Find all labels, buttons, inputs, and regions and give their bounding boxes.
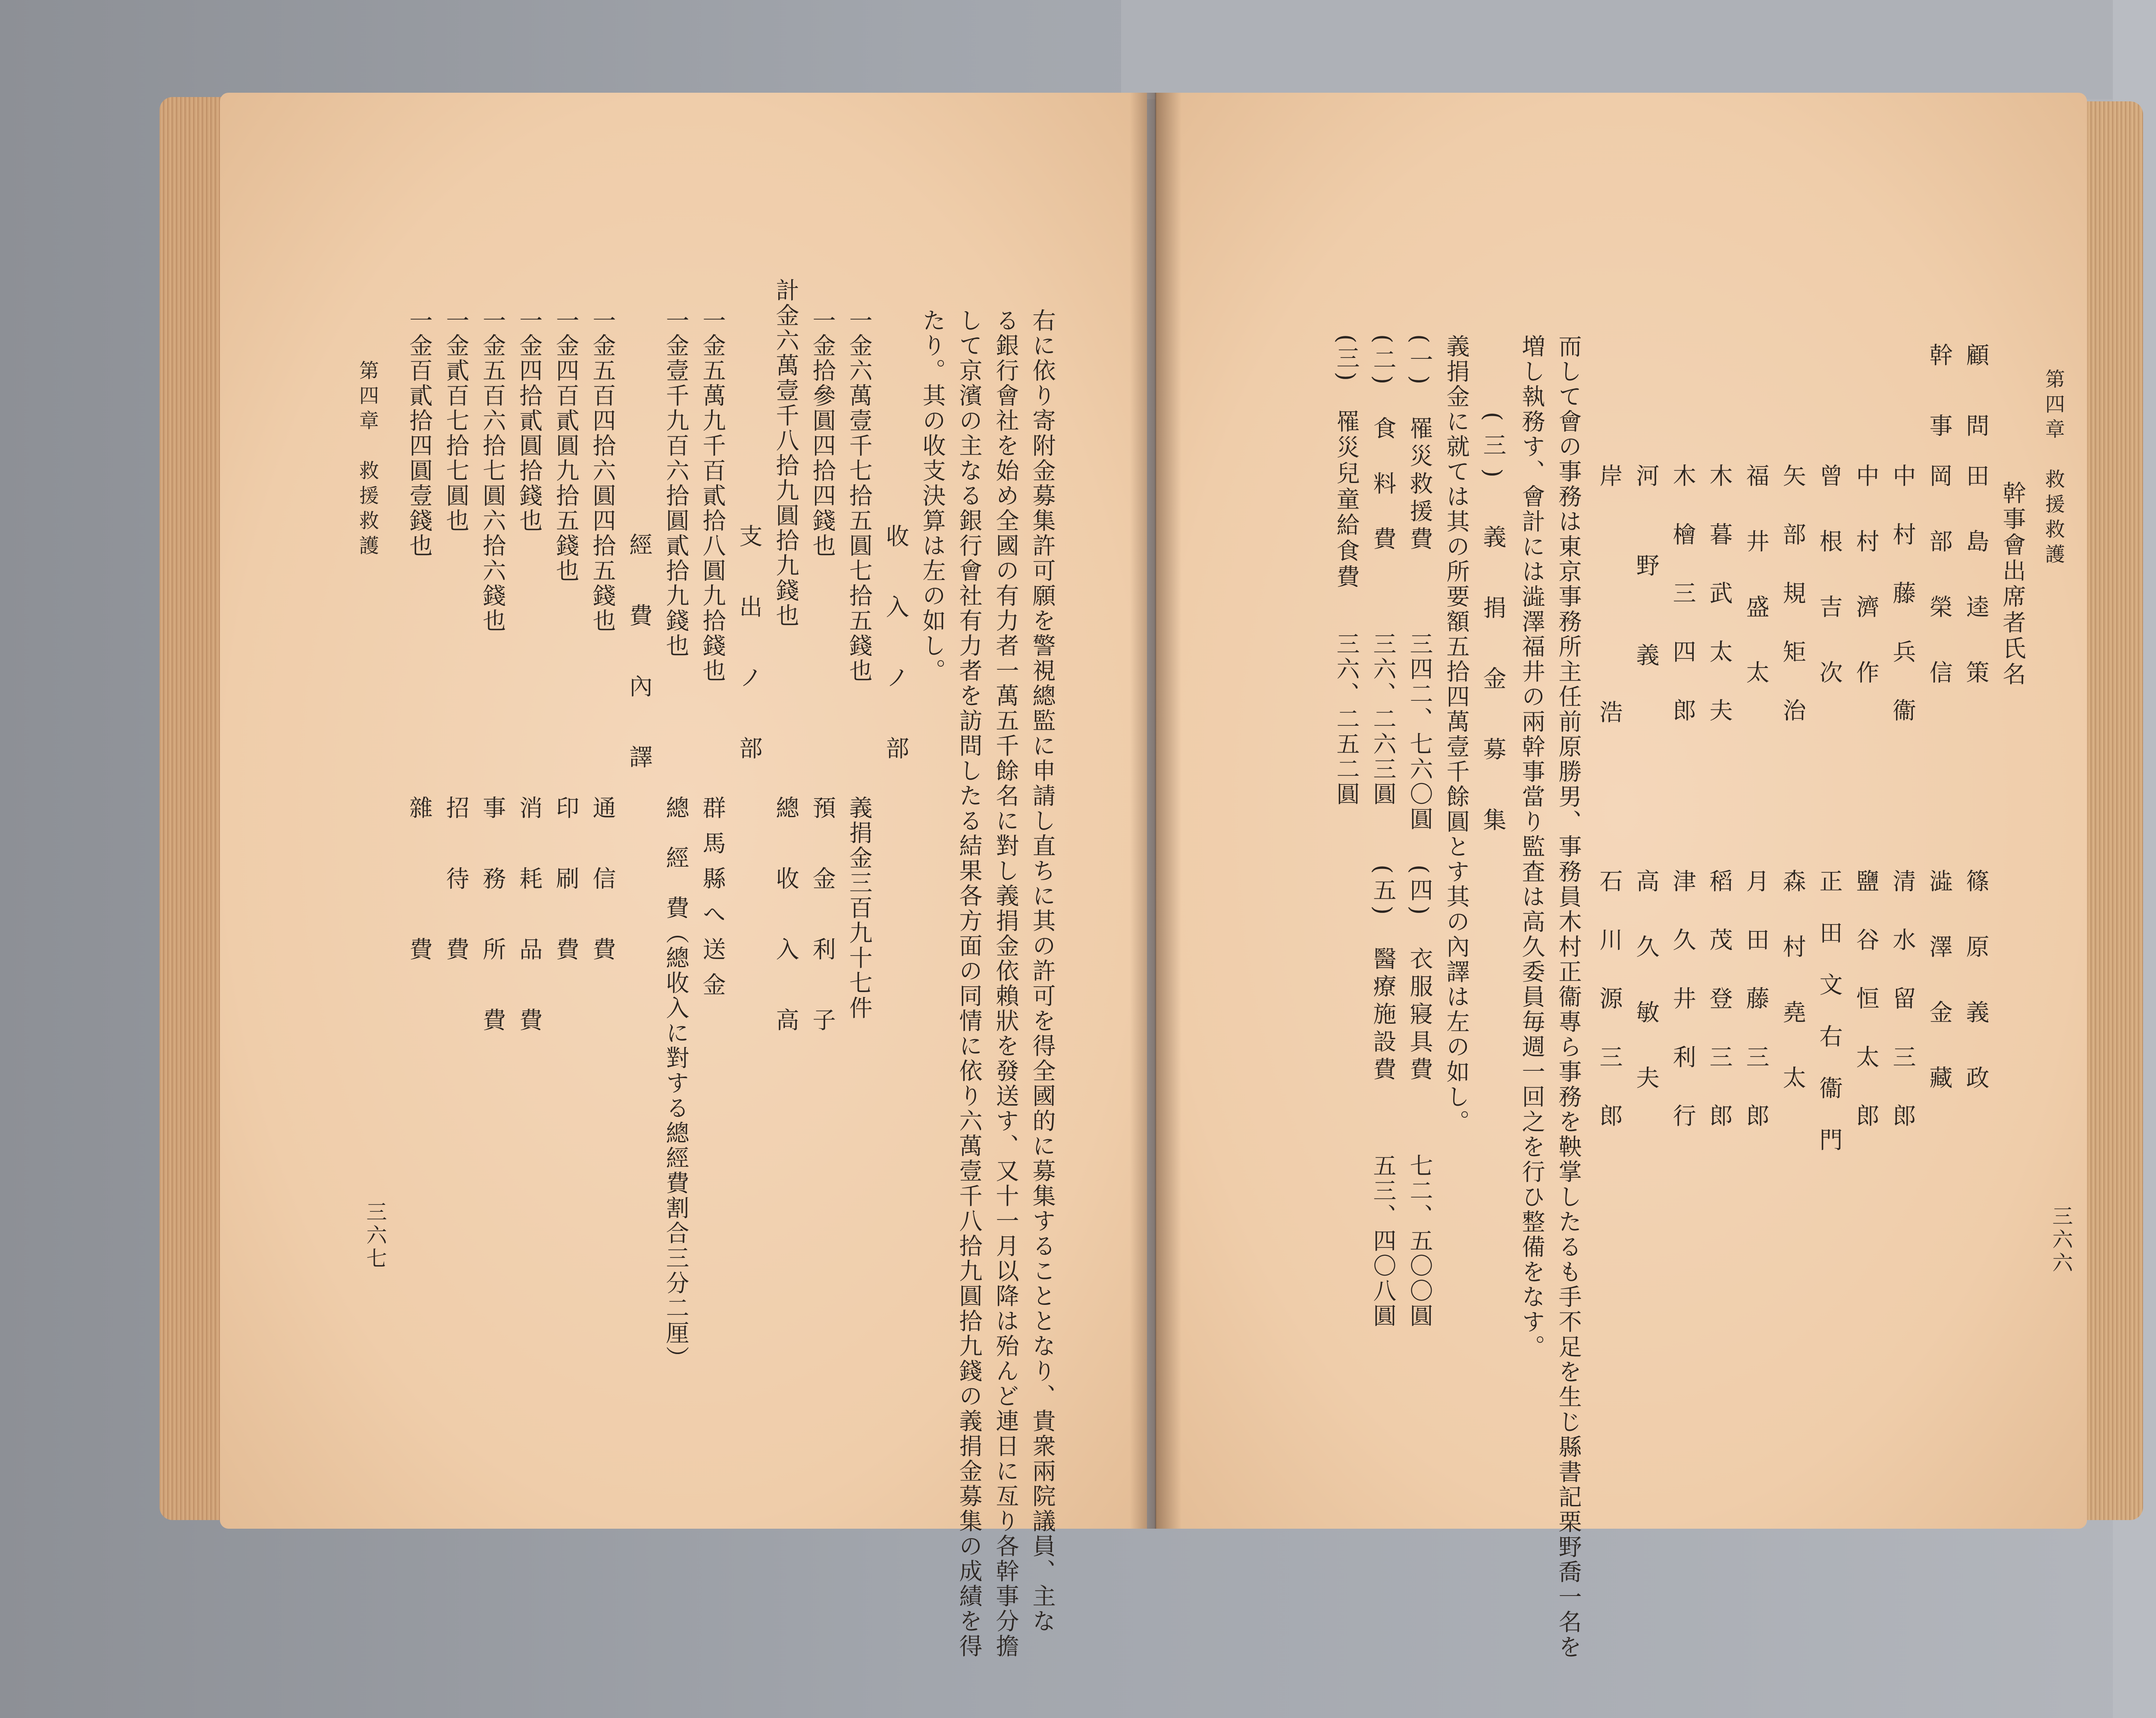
section-title: 幹事會出席者氏名 (1999, 481, 2026, 688)
breakdown-amount: 一金四拾貳圓拾錢也 (516, 308, 543, 533)
breakdown-item: 印 刷 費 (552, 796, 580, 972)
budget-label: (四) 衣服寢具費 (1406, 865, 1433, 1085)
income-total-item: 總 收 入 高 (772, 796, 799, 1043)
income-item: 預 金 利 子 (809, 796, 836, 1043)
budget-amount: 三四二、七六〇圓 (1406, 632, 1433, 832)
name: 清 水 留 三 郎 (1889, 869, 1916, 1133)
chapter-header: 第四章 救援救護 (356, 360, 379, 560)
breakdown-item: 事 務 所 費 (479, 796, 506, 1043)
name: 澁 澤 金 藏 (1926, 869, 1953, 1098)
paragraph-line: たり。其の收支決算は左の如し。 (919, 308, 946, 683)
budget-amount: 五三、四〇八圓 (1369, 1154, 1397, 1329)
expense-item: 總 經 費（總收入に對する總經費割合三分二厘） (662, 796, 689, 1371)
budget-amount: 三六、二六三圓 (1369, 632, 1397, 807)
paragraph-line: 而して會の事務は東京事務所主任前原勝男、事務員木村正衞專ら事務を鞅掌したるも手不足を生じ縣書記栗野喬一名を (1555, 334, 1582, 1660)
expense-amount: 一金壹千九百六拾圓貳拾九錢也 (662, 308, 689, 658)
income-amount: 一金拾參圓四拾四錢也 (809, 308, 836, 558)
income-amount: 一金六萬壹千七拾五圓七拾五錢也 (846, 308, 873, 683)
breakdown-amount: 一金貳百七拾七圓也 (442, 308, 470, 533)
budget-label: (二) 食 料 費 (1369, 334, 1397, 555)
name: 矢 部 規 矩 治 (1779, 464, 1806, 727)
donation-intro: 義捐金に就ては其の所要額五拾四萬壹千餘圓とす其の內譯は左の如し。 (1443, 334, 1470, 1135)
income-total-amount: 計金六萬壹千八拾九圓拾九錢也 (772, 278, 799, 628)
subsection-title: (三) 義 捐 金 募 集 (1479, 412, 1507, 843)
paragraph-line: して京濱の主なる銀行會社有力者を訪問したる結果各方面の同情に依り六萬壹千八拾九圓拾九錢の義捐金募集の成績を得 (956, 308, 983, 1659)
paragraph-line: 右に依り寄附金募集許可願を警視總監に申請し直ちに其の許可を得全國的に募集することとなり、貴衆兩院議員、主な (1029, 308, 1056, 1634)
budget-label: (一) 罹災救援費 (1406, 334, 1433, 555)
expense-amount: 一金五萬九千百貳拾八圓九拾錢也 (699, 308, 726, 683)
breakdown-amount: 一金四百貳圓九拾五錢也 (552, 308, 580, 583)
name: 福 井 盛 太 (1742, 464, 1770, 693)
scanner-background-top (1121, 0, 2156, 99)
name: 岡 部 榮 信 (1926, 464, 1953, 693)
page-edges-right (2078, 101, 2143, 1520)
breakdown-amount: 一金百貳拾四圓壹錢也 (406, 308, 433, 558)
name: 岸 浩 (1596, 464, 1623, 818)
left-page (220, 93, 1147, 1659)
paragraph-line: る銀行會社を始め全國の有力者一萬五千餘名に對し義捐金依賴狀を發送す、又十一月以降は殆んど連日に亙り各幹事分擔 (992, 308, 1019, 1659)
page-number: 三六六 (2049, 1205, 2073, 1275)
breakdown-header: 經 費 內 譯 (626, 533, 653, 780)
budget-label: (三) 罹災兒童給食費 (1333, 334, 1360, 591)
name: 木 檜 三 四 郎 (1669, 464, 1696, 727)
name: 木 暮 武 太 夫 (1706, 464, 1733, 727)
expense-header: 支 出 ノ 部 (736, 524, 763, 771)
name: 津 久 井 利 行 (1669, 869, 1696, 1133)
name: 中 村 藤 兵 衞 (1889, 464, 1916, 727)
paragraph-line: 増し執務す、會計には澁澤福井の兩幹事當り監査は高久委員毎週一回之を行ひ整備をなす。 (1518, 334, 1545, 1360)
name: 曾 根 吉 次 (1816, 464, 1843, 693)
name: 田 島 逵 策 (1962, 464, 1990, 693)
name: 篠 原 義 政 (1962, 869, 1990, 1098)
name: 稻 茂 登 三 郎 (1706, 869, 1733, 1133)
open-book (160, 93, 2143, 1660)
budget-amount: 三六、二五二圓 (1333, 632, 1360, 807)
name: 中 村 濟 作 (1852, 464, 1880, 693)
name: 河 野 義 (1633, 464, 1660, 688)
officer-label: 幹 事 (1926, 343, 1953, 449)
advisor-label: 顧 問 (1962, 343, 1990, 449)
page-number: 三六七 (363, 1201, 387, 1271)
breakdown-amount: 一金五百四拾六圓四拾五錢也 (589, 308, 616, 633)
breakdown-item: 通 信 費 (589, 796, 616, 972)
budget-amount: 七二、五〇〇圓 (1406, 1154, 1433, 1329)
budget-label: (五) 醫療施設費 (1369, 865, 1397, 1085)
name: 正 田 文 右 衞 門 (1816, 869, 1843, 1154)
right-page (1156, 93, 2087, 1660)
breakdown-item: 雜 費 (406, 796, 433, 972)
breakdown-item: 消 耗 品 費 (516, 796, 543, 1043)
income-item: 義捐金三百九十七件 (846, 796, 873, 1021)
breakdown-item: 招 待 費 (442, 796, 470, 972)
name: 月 田 藤 三 郎 (1742, 869, 1770, 1133)
book-gutter (1130, 93, 1181, 1529)
breakdown-amount: 一金五百六拾七圓六拾六錢也 (479, 308, 506, 633)
name: 石 川 源 三 郎 (1596, 869, 1623, 1133)
expense-item: 群馬縣へ送金 (699, 796, 726, 1008)
chapter-header: 第四章 救援救護 (2042, 369, 2065, 569)
name: 鹽 谷 恒 太 郎 (1852, 869, 1880, 1133)
name: 高 久 敏 夫 (1633, 869, 1660, 1098)
name: 森 村 堯 太 (1779, 869, 1806, 1098)
income-header: 收 入 ノ 部 (882, 524, 909, 771)
